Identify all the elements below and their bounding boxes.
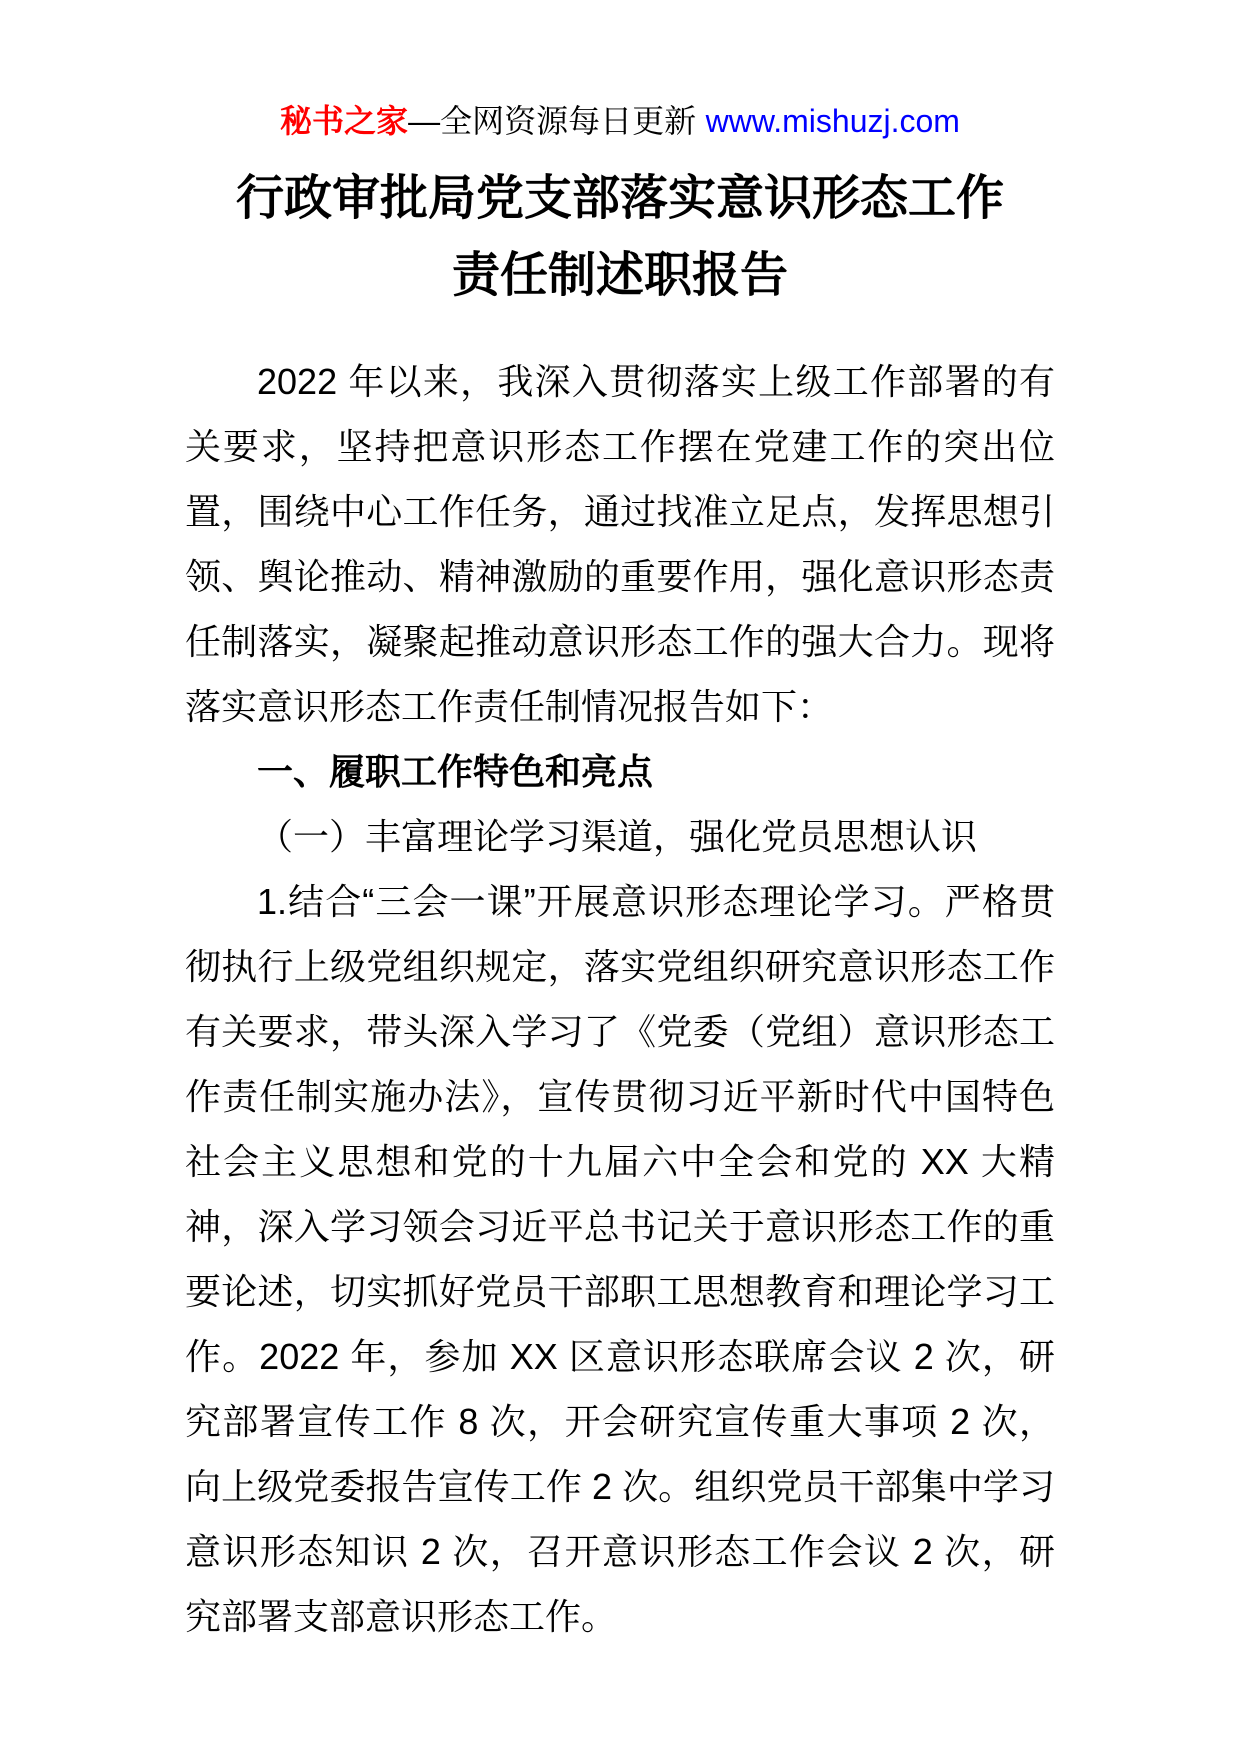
document-title-line-1: 行政审批局党支部落实意识形态工作 <box>235 172 1004 225</box>
paragraph-intro: 2022 年以来，我深入贯彻落实上级工作部署的有关要求，坚持把意识形态工作摆在党建工作的突出位置，围绕中心工作任务，通过找准立足点，发挥思想引领、舆论推动、精神激励的重要作用，强化意识形态责任制落实，凝聚起推动意识形态工作的强大合力。现将落实意识形态工作责任制情况报告如下： <box>185 361 1055 727</box>
header-tagline: 全网资源每日更新 <box>440 103 697 139</box>
header-dash: — <box>408 103 441 139</box>
site-brand: 秘书之家 <box>280 103 409 139</box>
document-body <box>185 349 1055 1649</box>
paragraph-point-1: 1.结合“三会一课”开展意识形态理论学习。严格贯彻执行上级党组织规定，落实党组织研究意识形态工作有关要求，带头深入学习了《党委（党组）意识形态工作责任制实施办法》，宣传贯彻习近平新时代中国特色社会主义思想和党的十九届六中全会和党的 XX 大精神，深入学习领会习近平总书记关于意识形态工作的重要论述，切实抓好党员干部职工思想教育和理论学习工作。2022 年，参加 XX 区意识形态联席会议 2 次，研究部署宣传工作 8 次，开会研究宣传重大事项 2 次，向上级党委报告宣传工作 2 次。组织党员干部集中学习意识形态知识 2 次，召开意识形态工作会议 2 次，研究部署支部意识形态工作。 <box>185 881 1055 1637</box>
site-url[interactable]: www.mishuzj.com <box>705 103 960 139</box>
document-title-line-2: 责任制述职报告 <box>451 249 788 302</box>
subsection-heading-1-1: （一）丰富理论学习渠道，强化党员思想认识 <box>257 816 978 857</box>
section-heading-1: 一、履职工作特色和亮点 <box>257 751 654 792</box>
document-title <box>0 160 1240 314</box>
site-header <box>0 102 1240 140</box>
